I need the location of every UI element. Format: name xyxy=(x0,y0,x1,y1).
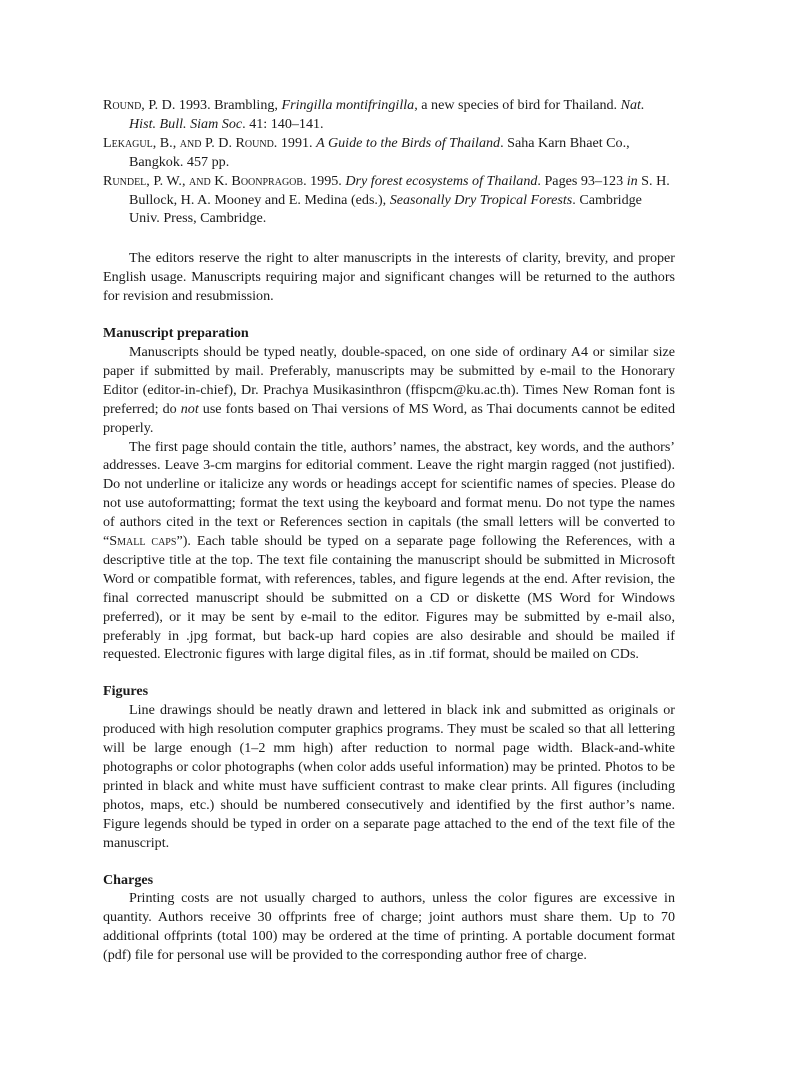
references-list xyxy=(103,96,675,228)
author-name: Boonpragob xyxy=(231,172,304,189)
document-page xyxy=(103,96,675,965)
reference-entry xyxy=(103,172,675,229)
reference-text: . 41: 140–141. xyxy=(242,115,324,132)
charges-section xyxy=(103,871,675,966)
section-heading: Manuscript preparation xyxy=(103,325,249,342)
journal-name: Nat. Hist. Bull. Siam Soc xyxy=(129,97,645,132)
book-title: Seasonally Dry Tropical Forests xyxy=(389,191,573,208)
body-paragraph xyxy=(103,343,675,438)
reference-text: . Saha Karn Bhaet Co., Bangkok. 457 pp. xyxy=(129,134,630,170)
conjunction-and: and xyxy=(179,134,202,151)
reference-text: S. H. Bullock, H. A. Mooney and E. Medina (eds.), xyxy=(129,172,670,208)
section-heading: Figures xyxy=(103,683,149,700)
small-caps-text: Small caps xyxy=(109,533,177,550)
author-name: Round xyxy=(235,134,274,151)
paragraph-text: The first page should contain the title, authors’ names, the abstract, key words, and the authors’ addresses. Leave 3-cm margins for editorial comment. Leave the right margin ragged (not justified). Do not underline or italicize any words or headings accept for scientific names of species. Please do not use autoformatting; format the text using the keyboard and format menu. Do not type the names of authors cited in the text or References section in capitals (the small letters will be converted to “ xyxy=(103,438,675,550)
reference-text: , P. W., xyxy=(146,172,189,189)
intro-paragraph: The editors reserve the right to alter manuscripts in the interests of clarity, brevity, and proper English usage. Manuscripts requiring major and significant changes will be returned to the authors for revision and resubmission. xyxy=(103,250,675,305)
paragraph-text: Manuscripts should be typed neatly, double-spaced, on one side of ordinary A4 or similar size paper if submitted by mail. Preferably, manuscripts may be submitted by e-mail to the Honorary Editor (editor-in-chief), Dr. Prachya Musikasinthron (ffispcm@ku.ac.th). Times New Roman font is preferred; do xyxy=(103,343,675,417)
reference-text: P. D. xyxy=(201,134,236,151)
author-name: Rundel xyxy=(103,172,147,189)
author-name: Lekagul xyxy=(103,134,153,151)
section-heading: Charges xyxy=(103,871,154,888)
book-title: A Guide to the Birds of Thailand xyxy=(316,134,501,151)
in-word: in xyxy=(626,172,638,189)
reference-text: . Cambridge Univ. Press, Cambridge. xyxy=(129,191,642,227)
reference-entry xyxy=(103,96,675,134)
reference-text: , B., xyxy=(152,134,180,151)
manuscript-section xyxy=(103,324,675,664)
body-paragraph: Printing costs are not usually charged to authors, unless the color figures are excessive in quantity. Authors receive 30 offprints free of charge; joint authors must share them. Up to 70 additional offprints (total 100) may be ordered at the time of printing. A portable document format (pdf) file for personal use will be provided to the corresponding author free of charge. xyxy=(103,890,675,964)
reference-text: . 1991. xyxy=(273,134,317,151)
species-name: Fringilla montifringilla xyxy=(281,97,415,113)
reference-text: . Pages 93–123 xyxy=(537,172,627,189)
reference-text: . 1995. xyxy=(303,172,346,189)
emphasis-not: not xyxy=(180,400,199,417)
figures-section xyxy=(103,682,675,852)
body-paragraph xyxy=(103,438,675,665)
body-paragraph: Line drawings should be neatly drawn and lettered in black ink and submitted as originals or produced with high resolution computer graphics programs. They must be scaled so that all lettering will be large enough (1–2 mm high) after reduction to normal page width. Black-and-white photographs or color photographs (when color adds useful information) may be printed. Photos to be printed in black and white must have sufficient contrast to make clear prints. All figures (including photos, maps, etc.) should be numbered consecutively and identified by the first author’s name. Figure legends should be typed in order on a separate page attached to the end of the text file of the manuscript. xyxy=(103,702,675,851)
author-name: Round xyxy=(103,97,142,113)
reference-text: , P. D. 1993. Brambling, xyxy=(141,97,282,113)
reference-text: K. xyxy=(210,172,232,189)
reference-text: , a new species of bird for Thailand. xyxy=(414,97,621,113)
paragraph-text: use fonts based on Thai versions of MS Word, as Thai documents cannot be edited properly. xyxy=(103,400,675,436)
conjunction-and: and xyxy=(189,172,211,189)
paragraph-text: ”). Each table should be typed on a separate page following the References, with a descriptive title at the top. The text file containing the manuscript should be submitted in Microsoft Word or compatible format, with references, tables, and figure legends at the end. After revision, the final corrected manuscript should be submitted on a CD or diskette (MS Word for Windows preferred), or it may be sent by e-mail to the editor. Figures may be submitted by e-mail also, preferably in .jpg format, but back-up hard copies are also desirable and should be mailed if requested. Electronic figures with large digital files, as in .tif format, should be mailed on CDs. xyxy=(103,533,675,663)
reference-entry xyxy=(103,134,675,172)
chapter-title: Dry forest ecosystems of Thailand xyxy=(345,172,538,189)
